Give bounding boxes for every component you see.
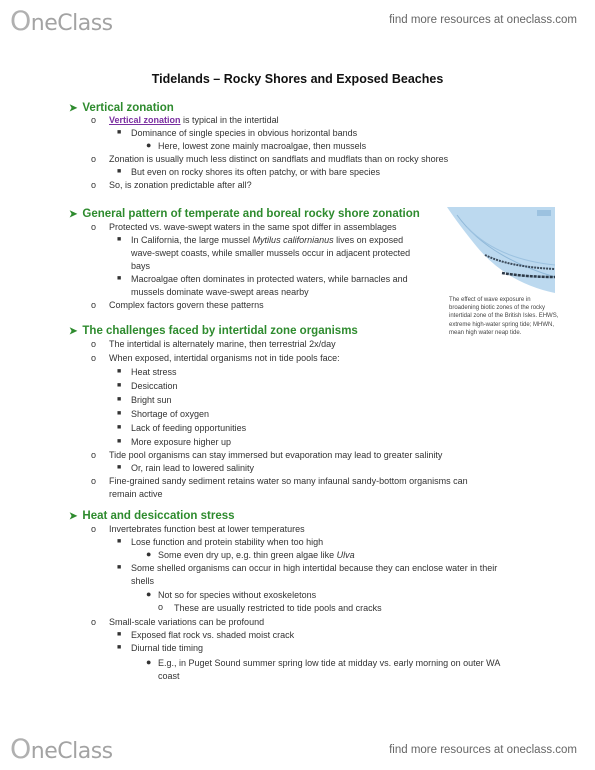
circle-bullet-icon: o xyxy=(158,602,164,612)
square-bullet-icon: ■ xyxy=(117,424,122,431)
circle-bullet-icon: o xyxy=(91,180,97,190)
section-heading-vertical-zonation: ➤ Vertical zonation xyxy=(69,102,174,114)
section-heading-challenges: ➤ The challenges faced by intertidal zone organisms xyxy=(69,325,358,337)
body-line: Diurnal tide timing xyxy=(131,643,204,653)
square-bullet-icon: ■ xyxy=(117,631,122,638)
square-bullet-icon: ■ xyxy=(117,538,122,545)
circle-bullet-icon: o xyxy=(91,300,97,310)
square-bullet-icon: ■ xyxy=(117,236,122,243)
body-line: bays xyxy=(131,261,151,271)
dot-bullet-icon: ● xyxy=(146,140,152,150)
square-bullet-icon: ■ xyxy=(117,129,122,136)
circle-bullet-icon: o xyxy=(91,339,97,349)
body-line: Protected vs. wave-swept waters in the same spot differ in assemblages xyxy=(109,222,397,232)
body-line: remain active xyxy=(109,489,163,499)
page-header xyxy=(10,6,577,37)
figure-key-box xyxy=(537,210,551,216)
body-line: So, is zonation predictable after all? xyxy=(109,180,252,190)
list-item: Heat stress xyxy=(131,367,177,377)
list-item: Desiccation xyxy=(131,381,178,391)
body-line: coast xyxy=(158,671,180,681)
list-item: More exposure higher up xyxy=(131,437,232,447)
dot-bullet-icon: ● xyxy=(146,589,152,599)
footer-tagline-link[interactable]: find more resources at oneclass.com xyxy=(389,744,577,756)
square-bullet-icon: ■ xyxy=(117,438,122,445)
body-line: Complex factors govern these patterns xyxy=(109,300,264,310)
body-line: Tide pool organisms can stay immersed but evaporation may lead to greater salinity xyxy=(109,450,443,460)
list-item: Shortage of oxygen xyxy=(131,409,210,419)
body-line: Lose function and protein stability when too high xyxy=(131,537,324,547)
circle-bullet-icon: o xyxy=(91,222,97,232)
square-bullet-icon: ■ xyxy=(117,168,122,175)
square-bullet-icon: ■ xyxy=(117,396,122,403)
page-title: Tidelands – Rocky Shores and Exposed Beaches xyxy=(151,72,444,86)
dot-bullet-icon: ● xyxy=(146,657,152,667)
wave-exposure-figure xyxy=(447,207,555,293)
oneclass-logo[interactable]: OneClass xyxy=(10,734,113,765)
square-bullet-icon: ■ xyxy=(117,368,122,375)
body-line: Some even dry up, e.g. thin green algae like Ulva xyxy=(158,550,355,560)
body-line: Macroalgae often dominates in protected waters, while barnacles and xyxy=(131,274,408,284)
square-bullet-icon: ■ xyxy=(117,275,122,282)
circle-bullet-icon: o xyxy=(91,476,97,486)
body-line: Fine-grained sandy sediment retains water so many infaunal sandy-bottom organisms can xyxy=(109,476,468,486)
body-line: Vertical zonation is typical in the intertidal xyxy=(109,115,279,125)
body-line: The intertidal is alternately marine, then terrestrial 2x/day xyxy=(109,339,336,349)
body-line: Or, rain lead to lowered salinity xyxy=(131,463,255,473)
circle-bullet-icon: o xyxy=(91,450,97,460)
body-line: Here, lowest zone mainly macroalgae, then mussels xyxy=(158,141,367,151)
figure-caption: The effect of wave exposure in broadening biotic zones of the rocky intertidal zone of the British Isles. EHWS, extreme high-water spring tide; MHWN, mean high water neap tide. xyxy=(449,297,559,336)
body-line: Invertebrates function best at lower temperatures xyxy=(109,524,305,534)
body-line: Zonation is usually much less distinct on sandflats and mudflats than on rocky shores xyxy=(109,154,449,164)
circle-bullet-icon: o xyxy=(91,353,97,363)
body-line: Not so for species without exoskeletons xyxy=(158,590,317,600)
arrow-bullet-icon: ➤ xyxy=(69,326,78,337)
body-line: But even on rocky shores its often patchy, or with bare species xyxy=(131,167,380,177)
dot-bullet-icon: ● xyxy=(146,549,152,559)
circle-bullet-icon: o xyxy=(91,524,97,534)
body-line: Dominance of single species in obvious horizontal bands xyxy=(131,128,358,138)
list-item: Lack of feeding opportunities xyxy=(131,423,247,433)
body-line: These are usually restricted to tide pools and cracks xyxy=(174,603,382,613)
oneclass-logo[interactable]: OneClass xyxy=(10,6,113,37)
body-line: shells xyxy=(131,576,155,586)
header-tagline-link[interactable]: find more resources at oneclass.com xyxy=(389,14,577,26)
arrow-bullet-icon: ➤ xyxy=(69,511,78,522)
section-heading-heat-desiccation: ➤ Heat and desiccation stress xyxy=(69,510,235,522)
exposure-zone-shape xyxy=(447,207,555,293)
body-line: Some shelled organisms can occur in high intertidal because they can enclose water in their xyxy=(131,563,498,573)
circle-bullet-icon: o xyxy=(91,115,97,125)
arrow-bullet-icon: ➤ xyxy=(69,209,78,220)
body-line: When exposed, intertidal organisms not in tide pools face: xyxy=(109,353,340,363)
body-line: Small-scale variations can be profound xyxy=(109,617,265,627)
arrow-bullet-icon: ➤ xyxy=(69,103,78,114)
body-line: E.g., in Puget Sound summer spring low tide at midday vs. early morning on outer WA xyxy=(158,658,501,668)
body-line: wave-swept coasts, while smaller mussels occur in adjacent protected xyxy=(131,248,411,258)
square-bullet-icon: ■ xyxy=(117,464,122,471)
circle-bullet-icon: o xyxy=(91,617,97,627)
list-item: Bright sun xyxy=(131,395,172,405)
circle-bullet-icon: o xyxy=(91,154,97,164)
body-line: mussels dominate wave-swept areas nearby xyxy=(131,287,309,297)
square-bullet-icon: ■ xyxy=(117,564,122,571)
square-bullet-icon: ■ xyxy=(117,644,122,651)
square-bullet-icon: ■ xyxy=(117,410,122,417)
body-line: In California, the large mussel Mytilus californianus lives on exposed xyxy=(131,235,404,245)
section-heading-rocky-shore-zonation: ➤ General pattern of temperate and boreal rocky shore zonation xyxy=(69,208,420,220)
body-line: Exposed flat rock vs. shaded moist crack xyxy=(131,630,295,640)
page-footer xyxy=(10,734,577,765)
square-bullet-icon: ■ xyxy=(117,382,122,389)
